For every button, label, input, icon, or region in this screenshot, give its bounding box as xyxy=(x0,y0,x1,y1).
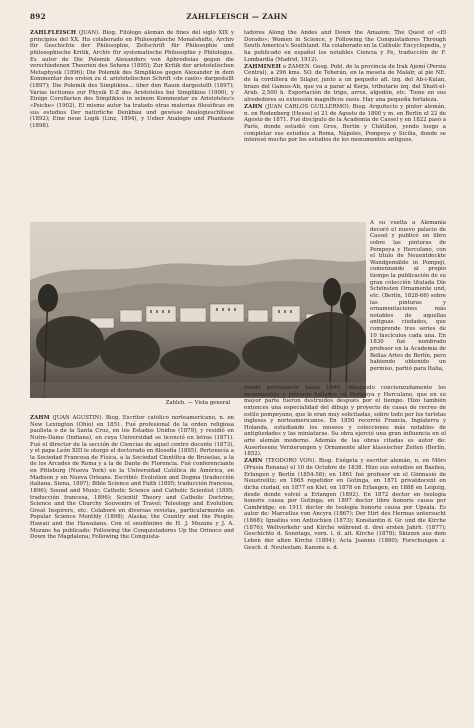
entry-column-left-bottom xyxy=(30,415,234,707)
entry-text: (TEODORO VON). Biog. Exégeta y escritor alemán, n. en Mörs (Prusia Renana) el 10 de Octubre de 1838. Hizo sus estudios en Basilea, Erlangen y Berlín (1854-58); en 1861 fué profesor en el Gimnasio de Neustrelitz; en 1865 repetidor en Gotinga, en 1871 privatdocent en dicha ciudad, en 1877 en Kiel, en 1878 en Erlangen, en 1888 en Leipzig, desde donde volvió a Erlangen (1892). En 1872 doctor en teología honoris causa por Gotinga; en 1897 doctor libre honoris causa por Cambridge; en 1911 doctor de teología honoris causa por Upsala. Es autor de: Marcellus von Ancyra (1867); Der Hirt des Hermas untersucht (1868); Ignatius von Antiochien (1873); Konstantin d. Gr. und die Kirche (1876); Weltverkehr und Kirche während d. drei ersten Jahrh. (1877); Geschichte d. Sonntags, vorn. i. d. alt. Kirche (1878); Skizzen aus dem Leben der alten Kirche (1894); Acta Joannis (1880); Forschungen z. Gesch. d. Neutestam. Kanons u. d. xyxy=(244,458,446,551)
entry-paragraph xyxy=(30,415,234,541)
entry-paragraph xyxy=(244,385,446,458)
entry-text: donde permaneció hasta 1840, dibujando concienzudamente los monumentos y pinturas hallados en Pompeya y Herculano, que en su mayor parte fueron destruídos después por el tiempo. Hizo también entonces una especialidad del dibujo y proyecto de casas de recreo de estilo pompeyano, que le eran muy solicitadas, sobre todo por los turistas ingleses y norteamericanos. En 1850 recorrió Francia, Inglaterra y Holanda, estudiando los museos y colecciones más notables de antigüedades y las miniaturas. Su obra ejerció una gran influencia en el arte alemán moderno. Además de las obras citadas es autor de: Auserlesene Verzierungen y Ornamente aller klassischer Zeiten (Berlín, 1852). xyxy=(244,385,446,458)
entry-column-right-mid xyxy=(370,220,446,385)
entry-text: A su vuelta a Alemania decoró el nuevo palacio de Cassel y publicó un libro sobre las pinturas de Pompeya y Herculano, con el título de Neuentdeckte Wandgemälde in Pompeji, comenzando al propio tiempo la publicación de su gran colección titulada Die Schönsten Ornamente und, etc. (Berlín, 1828-66) sobre las pinturas y ornamentaciones más notables de aquellas antiguas ciudades, que comprende tres series de 10 fascículos cada una. En 1830 fué nombrado profesor en la Academia de Bellas Artes de Berlín, pero habiendo obtenido un permiso, partió para Italia, xyxy=(370,220,446,372)
entry-headword: ZAHN xyxy=(244,104,263,111)
entry-paragraph xyxy=(244,64,446,104)
entry-headword: ZAHN xyxy=(244,458,263,465)
entry-text: o ZAMEN. Geog. Pobl. de la provincia de Irak Ajemí (Persia Central), a 296 kms. SO. de Teherán, en la meseta de Malaïr, al pie NE. de la cordillera de Silajor, junto a un pequeño afl. izq. del Ab-i-Kulan, brazo del Gamus-Ab, que va a parar al Kerja, tributario izq. del Shatt-el-Arab. 2,500 h. Exportación de trigo, arroz, algodón, etc. Tiene en sus alrededores su extensión magníficos oasis. Hay una pequeña fortaleza. xyxy=(244,63,446,103)
entry-column-left-top xyxy=(30,30,234,244)
entry-paragraph xyxy=(244,30,446,63)
landscape-photo xyxy=(30,222,366,398)
entry-headword: ZAHM xyxy=(30,415,50,421)
entry-text: (JUAN AGUSTÍN). Biog. Escritor católico norteamericano, n. en New Lexington (Ohío) en 1851. Fué profesional de la orden religiosa paulista o de la Santa Cruz, en los Estados Unidos (1879), y residió en Nutre-Dame (Indiana), en cuya Universidad se licenció en letras (1871). Fué el director de la sección de Ciencias de aquel centro docente (1873), y el papa León XIII le otorgó el doctorado en filosofía (1895). Pertenecía a la Sociedad Francesa de Física, a la Sociedad Científica de Bruselas, a la de los Arcades de Roma y a la de Dante de Florencia. Fué conferenciante en Pittsburg (Nueva York) en la Universidad Católica de América, en Madison y en Nueva Orleans. Escribió: Evolution and Dogma (traducción italiana, Siena, 1897); Bible Science and Faith (1895; traducción francesa, 1896); Sound and Music; Catholic Science and Catholic Scientist (1895; traducción francesa, 1896); Scientif Theory and Catholic Doctrine; Science and the Churchy Souvenirs of Travel; Teleology and Evolution; Great Inspirers, etc. Colaboró en diversas revistas, particularmente en Popular Science Monthly (1898); Alaska; the Country and the People; Hawaii and the Hawaiians. Con el seudónimo de H. J. Mozans y J. A. Mozans ha publicado: Following the Conquistadores Up the Orinoco and Down the Magdalena; Following the Conquista- xyxy=(30,415,234,541)
page-number: 892 xyxy=(30,12,46,21)
photo-zahleh xyxy=(30,222,366,398)
entry-column-right-bottom xyxy=(244,385,446,707)
entry-column-right-top xyxy=(244,30,446,220)
page-header xyxy=(30,12,444,24)
entry-text: tadores Along the Andes and Down the Amazon; The Quest of «El Dorado»; Women in Science, y Following the Conquistadores Through South America's Southland. Ha colaborado en la Catholic Encyclopedia, y ha publicado en español los notables Ciencia y Fe, traducción de F. Lombardía (Madrid, 1912). xyxy=(244,30,446,63)
entry-headword: ZAHLFLEISCH xyxy=(30,30,77,36)
photo-caption: Zahleh. — Vista general xyxy=(165,400,231,406)
entry-text: (JUAN). Biog. Filólogo alemán de fines del siglo XIX y principios del XX. Ha colaborado en Philosophische Monatshefte, Archiv für Geschichte der Philosophie, Zeitschrift für Philosophie und philosophische Kritik, Archiv für systematische Philosophie y Philologus. Es autor de Die Polemik Alexanders von Aphrodisias gegen die verschiedenen Theorien des Sehens (1895); Zur Kritik der aristotelischen Metaphysik (1896); Die Polemik des Simplikios gegen Alexander in dem Kommentar des ersten zu d. aristotelischen Schrift «de caelo» dargestellt (1897); Die Polemik des Simplikios... über den Raum dargestellt (1897); Varias lectiones zur Physik E-Z des Aristoteles bei Simplikios (1900), y Einige Corollarien des Simplikios in seinem Kommentar zu Aristoteles's «Psiche» (1902). El mismo autor ha tratado otras materias filosóficas en sus estudios Der natürliche Denkbau und gewisse Analogieschlüsse (1892); Eine neue Logik (Linz, 1894), y Ueber Analogie und Phantasie (1898). xyxy=(30,30,234,129)
entry-paragraph xyxy=(30,30,234,129)
entry-paragraph xyxy=(370,220,446,372)
entry-paragraph xyxy=(244,104,446,144)
entry-paragraph xyxy=(244,458,446,551)
entry-headword: ZAHMINEH xyxy=(244,63,282,70)
entry-text: (JUAN CARLOS GUILLERMO). Biog. Arquitecto y pintor alemán, n. en Rodenberg (Hesse) el 21 de Agosto de 1800 y m. en Berlín el 22 de Agosto de 1871. Fué discípulo de la Academia de Cassel y en 1822 pasó a París, donde estudió con Gros, Bertin y Châtillon, yendo luego a completar sus estudios a Roma, Nápoles, Pompeya y Sicilia, donde se interesó mucho por los estudios de los monumentos antiguos. xyxy=(244,104,446,144)
running-title: ZAHLFLEISCH — ZAHN xyxy=(186,12,288,21)
